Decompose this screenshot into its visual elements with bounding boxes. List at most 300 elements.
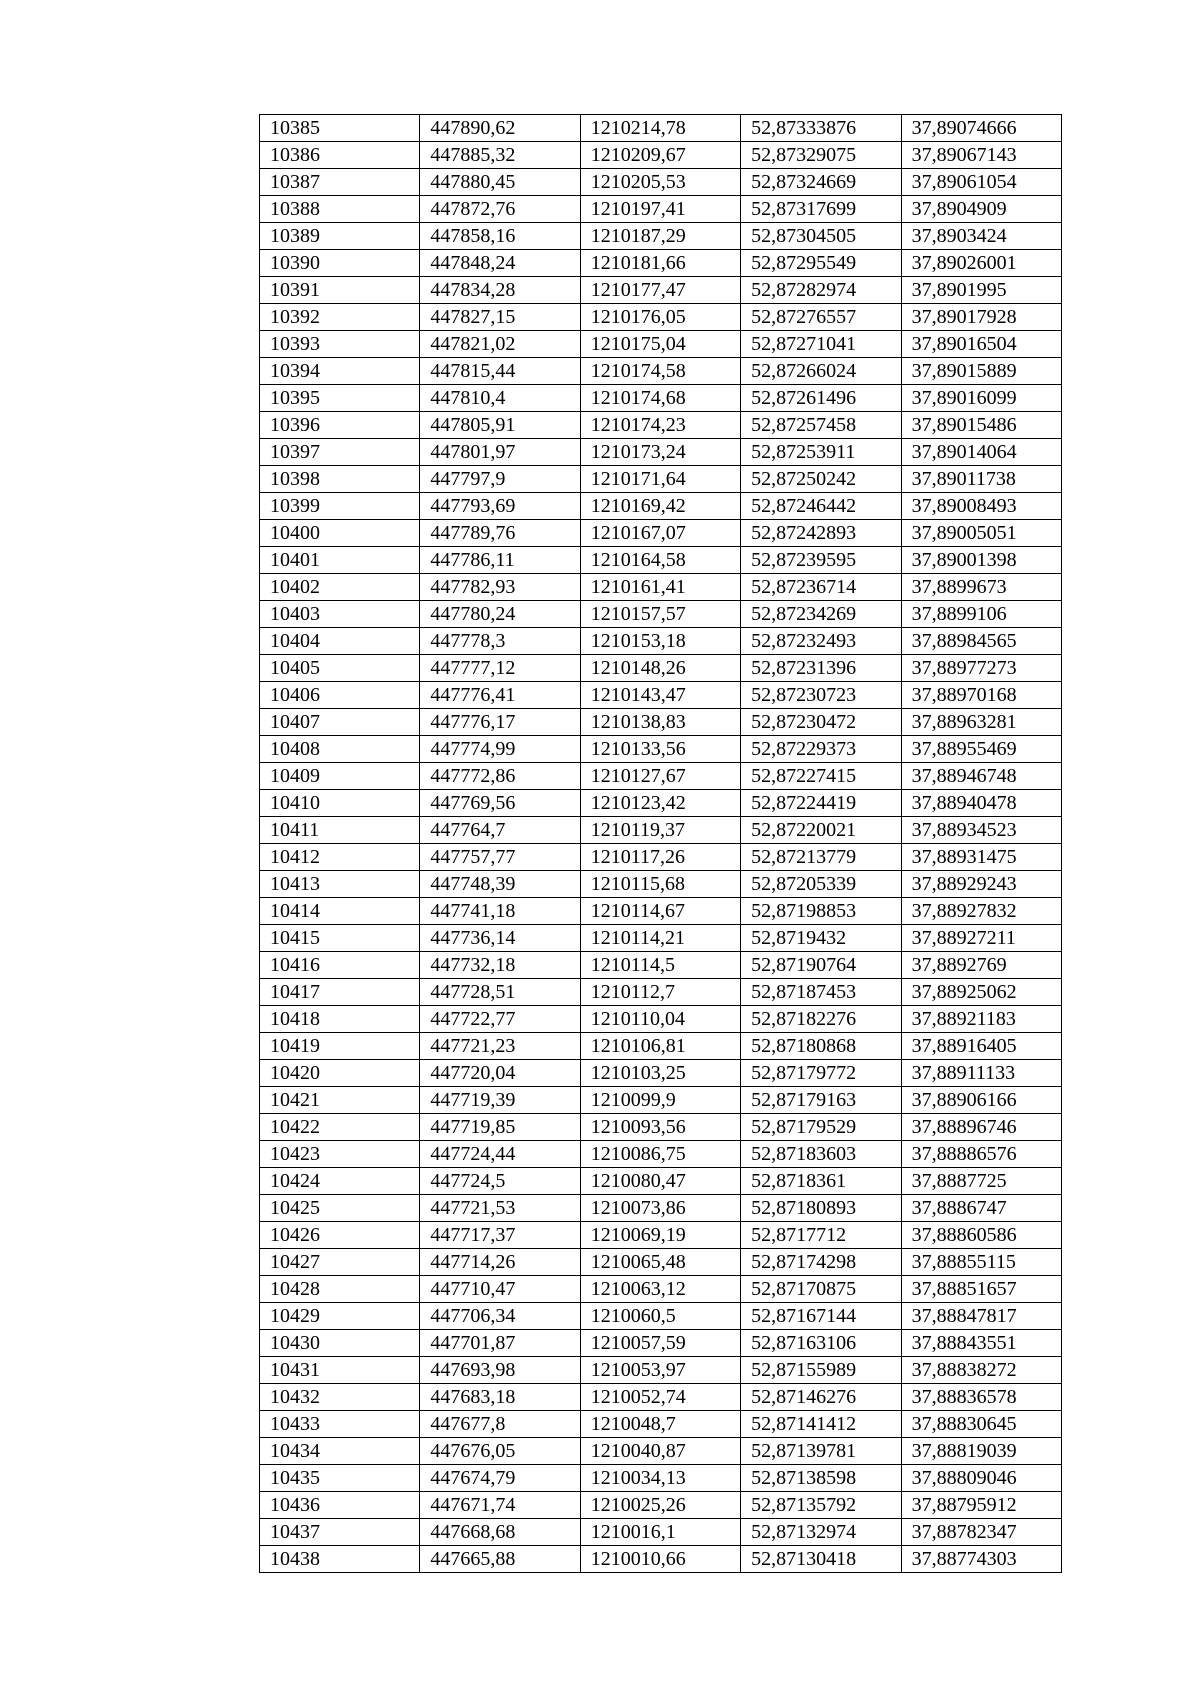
x-coordinate-cell: 447741,18 [420, 898, 580, 925]
longitude-cell: 37,8892769 [901, 952, 1061, 979]
y-coordinate-cell: 1210099,9 [580, 1087, 740, 1114]
y-coordinate-cell: 1210138,83 [580, 709, 740, 736]
longitude-cell: 37,8887725 [901, 1168, 1061, 1195]
table-row [260, 1249, 1062, 1276]
x-coordinate-cell: 447827,15 [420, 304, 580, 331]
latitude-cell: 52,87333876 [741, 115, 901, 142]
table-row [260, 223, 1062, 250]
y-coordinate-cell: 1210187,29 [580, 223, 740, 250]
x-coordinate-cell: 447748,39 [420, 871, 580, 898]
longitude-cell: 37,88795912 [901, 1492, 1061, 1519]
point-number-cell: 10430 [260, 1330, 420, 1357]
table-row [260, 466, 1062, 493]
latitude-cell: 52,87329075 [741, 142, 901, 169]
latitude-cell: 52,87205339 [741, 871, 901, 898]
longitude-cell: 37,89015486 [901, 412, 1061, 439]
latitude-cell: 52,87179529 [741, 1114, 901, 1141]
longitude-cell: 37,88911133 [901, 1060, 1061, 1087]
latitude-cell: 52,87250242 [741, 466, 901, 493]
table-row [260, 1033, 1062, 1060]
longitude-cell: 37,88860586 [901, 1222, 1061, 1249]
longitude-cell: 37,88851657 [901, 1276, 1061, 1303]
x-coordinate-cell: 447706,34 [420, 1303, 580, 1330]
point-number-cell: 10423 [260, 1141, 420, 1168]
table-row [260, 1330, 1062, 1357]
latitude-cell: 52,87232493 [741, 628, 901, 655]
table-row [260, 844, 1062, 871]
point-number-cell: 10435 [260, 1465, 420, 1492]
longitude-cell: 37,88934523 [901, 817, 1061, 844]
y-coordinate-cell: 1210175,04 [580, 331, 740, 358]
point-number-cell: 10426 [260, 1222, 420, 1249]
x-coordinate-cell: 447721,53 [420, 1195, 580, 1222]
x-coordinate-cell: 447676,05 [420, 1438, 580, 1465]
x-coordinate-cell: 447719,85 [420, 1114, 580, 1141]
latitude-cell: 52,87224419 [741, 790, 901, 817]
y-coordinate-cell: 1210133,56 [580, 736, 740, 763]
x-coordinate-cell: 447777,12 [420, 655, 580, 682]
point-number-cell: 10413 [260, 871, 420, 898]
x-coordinate-cell: 447772,86 [420, 763, 580, 790]
x-coordinate-cell: 447885,32 [420, 142, 580, 169]
longitude-cell: 37,88925062 [901, 979, 1061, 1006]
longitude-cell: 37,89014064 [901, 439, 1061, 466]
y-coordinate-cell: 1210173,24 [580, 439, 740, 466]
latitude-cell: 52,87187453 [741, 979, 901, 1006]
point-number-cell: 10394 [260, 358, 420, 385]
point-number-cell: 10414 [260, 898, 420, 925]
point-number-cell: 10405 [260, 655, 420, 682]
point-number-cell: 10407 [260, 709, 420, 736]
y-coordinate-cell: 1210205,53 [580, 169, 740, 196]
latitude-cell: 52,87266024 [741, 358, 901, 385]
longitude-cell: 37,8904909 [901, 196, 1061, 223]
x-coordinate-cell: 447769,56 [420, 790, 580, 817]
y-coordinate-cell: 1210110,04 [580, 1006, 740, 1033]
point-number-cell: 10391 [260, 277, 420, 304]
x-coordinate-cell: 447714,26 [420, 1249, 580, 1276]
longitude-cell: 37,88855115 [901, 1249, 1061, 1276]
x-coordinate-cell: 447810,4 [420, 385, 580, 412]
x-coordinate-cell: 447776,17 [420, 709, 580, 736]
table-row [260, 520, 1062, 547]
table-row [260, 709, 1062, 736]
latitude-cell: 52,87167144 [741, 1303, 901, 1330]
latitude-cell: 52,87180893 [741, 1195, 901, 1222]
x-coordinate-cell: 447674,79 [420, 1465, 580, 1492]
x-coordinate-cell: 447782,93 [420, 574, 580, 601]
latitude-cell: 52,87271041 [741, 331, 901, 358]
table-row [260, 277, 1062, 304]
longitude-cell: 37,88774303 [901, 1546, 1061, 1573]
latitude-cell: 52,87317699 [741, 196, 901, 223]
y-coordinate-cell: 1210143,47 [580, 682, 740, 709]
point-number-cell: 10402 [260, 574, 420, 601]
y-coordinate-cell: 1210114,21 [580, 925, 740, 952]
y-coordinate-cell: 1210169,42 [580, 493, 740, 520]
table-row [260, 1168, 1062, 1195]
x-coordinate-cell: 447797,9 [420, 466, 580, 493]
y-coordinate-cell: 1210069,19 [580, 1222, 740, 1249]
coordinates-table-body [260, 115, 1062, 1573]
longitude-cell: 37,88830645 [901, 1411, 1061, 1438]
longitude-cell: 37,88955469 [901, 736, 1061, 763]
y-coordinate-cell: 1210123,42 [580, 790, 740, 817]
latitude-cell: 52,87141412 [741, 1411, 901, 1438]
y-coordinate-cell: 1210060,5 [580, 1303, 740, 1330]
latitude-cell: 52,87230472 [741, 709, 901, 736]
longitude-cell: 37,88782347 [901, 1519, 1061, 1546]
point-number-cell: 10431 [260, 1357, 420, 1384]
x-coordinate-cell: 447764,7 [420, 817, 580, 844]
table-row [260, 979, 1062, 1006]
x-coordinate-cell: 447774,99 [420, 736, 580, 763]
longitude-cell: 37,88970168 [901, 682, 1061, 709]
table-row [260, 1303, 1062, 1330]
point-number-cell: 10408 [260, 736, 420, 763]
y-coordinate-cell: 1210052,74 [580, 1384, 740, 1411]
y-coordinate-cell: 1210119,37 [580, 817, 740, 844]
longitude-cell: 37,88921183 [901, 1006, 1061, 1033]
x-coordinate-cell: 447720,04 [420, 1060, 580, 1087]
longitude-cell: 37,89001398 [901, 547, 1061, 574]
point-number-cell: 10428 [260, 1276, 420, 1303]
longitude-cell: 37,89016099 [901, 385, 1061, 412]
x-coordinate-cell: 447693,98 [420, 1357, 580, 1384]
x-coordinate-cell: 447778,3 [420, 628, 580, 655]
table-row [260, 439, 1062, 466]
latitude-cell: 52,8719432 [741, 925, 901, 952]
point-number-cell: 10429 [260, 1303, 420, 1330]
point-number-cell: 10395 [260, 385, 420, 412]
y-coordinate-cell: 1210197,41 [580, 196, 740, 223]
point-number-cell: 10419 [260, 1033, 420, 1060]
table-row [260, 817, 1062, 844]
table-row [260, 412, 1062, 439]
longitude-cell: 37,8903424 [901, 223, 1061, 250]
x-coordinate-cell: 447880,45 [420, 169, 580, 196]
latitude-cell: 52,87257458 [741, 412, 901, 439]
table-row [260, 115, 1062, 142]
y-coordinate-cell: 1210073,86 [580, 1195, 740, 1222]
longitude-cell: 37,8901995 [901, 277, 1061, 304]
point-number-cell: 10417 [260, 979, 420, 1006]
y-coordinate-cell: 1210214,78 [580, 115, 740, 142]
table-row [260, 1060, 1062, 1087]
point-number-cell: 10393 [260, 331, 420, 358]
table-row [260, 1276, 1062, 1303]
longitude-cell: 37,89061054 [901, 169, 1061, 196]
table-row [260, 169, 1062, 196]
table-row [260, 1438, 1062, 1465]
point-number-cell: 10411 [260, 817, 420, 844]
latitude-cell: 52,87246442 [741, 493, 901, 520]
point-number-cell: 10421 [260, 1087, 420, 1114]
y-coordinate-cell: 1210053,97 [580, 1357, 740, 1384]
table-row [260, 1357, 1062, 1384]
latitude-cell: 52,87282974 [741, 277, 901, 304]
longitude-cell: 37,88838272 [901, 1357, 1061, 1384]
longitude-cell: 37,8899106 [901, 601, 1061, 628]
latitude-cell: 52,87227415 [741, 763, 901, 790]
point-number-cell: 10386 [260, 142, 420, 169]
latitude-cell: 52,87132974 [741, 1519, 901, 1546]
latitude-cell: 52,87135792 [741, 1492, 901, 1519]
latitude-cell: 52,87253911 [741, 439, 901, 466]
latitude-cell: 52,8717712 [741, 1222, 901, 1249]
y-coordinate-cell: 1210010,66 [580, 1546, 740, 1573]
x-coordinate-cell: 447665,88 [420, 1546, 580, 1573]
point-number-cell: 10389 [260, 223, 420, 250]
y-coordinate-cell: 1210117,26 [580, 844, 740, 871]
latitude-cell: 52,87324669 [741, 169, 901, 196]
y-coordinate-cell: 1210093,56 [580, 1114, 740, 1141]
latitude-cell: 52,87179163 [741, 1087, 901, 1114]
table-row [260, 1465, 1062, 1492]
longitude-cell: 37,89008493 [901, 493, 1061, 520]
point-number-cell: 10409 [260, 763, 420, 790]
table-row [260, 304, 1062, 331]
x-coordinate-cell: 447815,44 [420, 358, 580, 385]
y-coordinate-cell: 1210115,68 [580, 871, 740, 898]
x-coordinate-cell: 447801,97 [420, 439, 580, 466]
point-number-cell: 10404 [260, 628, 420, 655]
x-coordinate-cell: 447710,47 [420, 1276, 580, 1303]
point-number-cell: 10418 [260, 1006, 420, 1033]
y-coordinate-cell: 1210153,18 [580, 628, 740, 655]
y-coordinate-cell: 1210034,13 [580, 1465, 740, 1492]
latitude-cell: 52,87220021 [741, 817, 901, 844]
latitude-cell: 52,87231396 [741, 655, 901, 682]
x-coordinate-cell: 447786,11 [420, 547, 580, 574]
table-row [260, 142, 1062, 169]
point-number-cell: 10396 [260, 412, 420, 439]
longitude-cell: 37,88847817 [901, 1303, 1061, 1330]
longitude-cell: 37,88977273 [901, 655, 1061, 682]
table-row [260, 358, 1062, 385]
latitude-cell: 52,87180868 [741, 1033, 901, 1060]
latitude-cell: 52,87261496 [741, 385, 901, 412]
x-coordinate-cell: 447757,77 [420, 844, 580, 871]
x-coordinate-cell: 447721,23 [420, 1033, 580, 1060]
table-row [260, 1006, 1062, 1033]
table-row [260, 1411, 1062, 1438]
longitude-cell: 37,88836578 [901, 1384, 1061, 1411]
y-coordinate-cell: 1210174,58 [580, 358, 740, 385]
point-number-cell: 10387 [260, 169, 420, 196]
x-coordinate-cell: 447724,44 [420, 1141, 580, 1168]
point-number-cell: 10434 [260, 1438, 420, 1465]
x-coordinate-cell: 447793,69 [420, 493, 580, 520]
latitude-cell: 52,87198853 [741, 898, 901, 925]
y-coordinate-cell: 1210103,25 [580, 1060, 740, 1087]
y-coordinate-cell: 1210112,7 [580, 979, 740, 1006]
latitude-cell: 52,87229373 [741, 736, 901, 763]
longitude-cell: 37,88946748 [901, 763, 1061, 790]
x-coordinate-cell: 447848,24 [420, 250, 580, 277]
coordinates-table [259, 114, 1062, 1573]
longitude-cell: 37,88843551 [901, 1330, 1061, 1357]
longitude-cell: 37,88886576 [901, 1141, 1061, 1168]
x-coordinate-cell: 447732,18 [420, 952, 580, 979]
table-row [260, 763, 1062, 790]
point-number-cell: 10410 [260, 790, 420, 817]
table-row [260, 1141, 1062, 1168]
x-coordinate-cell: 447717,37 [420, 1222, 580, 1249]
table-row [260, 196, 1062, 223]
latitude-cell: 52,87179772 [741, 1060, 901, 1087]
latitude-cell: 52,87236714 [741, 574, 901, 601]
y-coordinate-cell: 1210114,5 [580, 952, 740, 979]
point-number-cell: 10412 [260, 844, 420, 871]
x-coordinate-cell: 447780,24 [420, 601, 580, 628]
y-coordinate-cell: 1210080,47 [580, 1168, 740, 1195]
y-coordinate-cell: 1210065,48 [580, 1249, 740, 1276]
y-coordinate-cell: 1210025,26 [580, 1492, 740, 1519]
longitude-cell: 37,88896746 [901, 1114, 1061, 1141]
point-number-cell: 10397 [260, 439, 420, 466]
table-row [260, 898, 1062, 925]
table-row [260, 1087, 1062, 1114]
latitude-cell: 52,87304505 [741, 223, 901, 250]
point-number-cell: 10388 [260, 196, 420, 223]
longitude-cell: 37,8886747 [901, 1195, 1061, 1222]
point-number-cell: 10432 [260, 1384, 420, 1411]
latitude-cell: 52,87182276 [741, 1006, 901, 1033]
latitude-cell: 52,87146276 [741, 1384, 901, 1411]
table-row [260, 682, 1062, 709]
y-coordinate-cell: 1210209,67 [580, 142, 740, 169]
point-number-cell: 10399 [260, 493, 420, 520]
latitude-cell: 52,87230723 [741, 682, 901, 709]
x-coordinate-cell: 447736,14 [420, 925, 580, 952]
table-row [260, 547, 1062, 574]
table-row [260, 574, 1062, 601]
longitude-cell: 37,88927211 [901, 925, 1061, 952]
point-number-cell: 10420 [260, 1060, 420, 1087]
longitude-cell: 37,89074666 [901, 115, 1061, 142]
x-coordinate-cell: 447890,62 [420, 115, 580, 142]
table-row [260, 385, 1062, 412]
x-coordinate-cell: 447722,77 [420, 1006, 580, 1033]
x-coordinate-cell: 447671,74 [420, 1492, 580, 1519]
point-number-cell: 10415 [260, 925, 420, 952]
longitude-cell: 37,88927832 [901, 898, 1061, 925]
y-coordinate-cell: 1210176,05 [580, 304, 740, 331]
table-row [260, 736, 1062, 763]
table-row [260, 493, 1062, 520]
table-row [260, 790, 1062, 817]
latitude-cell: 52,87276557 [741, 304, 901, 331]
point-number-cell: 10406 [260, 682, 420, 709]
latitude-cell: 52,87138598 [741, 1465, 901, 1492]
y-coordinate-cell: 1210040,87 [580, 1438, 740, 1465]
point-number-cell: 10422 [260, 1114, 420, 1141]
x-coordinate-cell: 447776,41 [420, 682, 580, 709]
x-coordinate-cell: 447858,16 [420, 223, 580, 250]
table-row [260, 1492, 1062, 1519]
longitude-cell: 37,89067143 [901, 142, 1061, 169]
point-number-cell: 10401 [260, 547, 420, 574]
point-number-cell: 10427 [260, 1249, 420, 1276]
x-coordinate-cell: 447701,87 [420, 1330, 580, 1357]
table-row [260, 1519, 1062, 1546]
latitude-cell: 52,87163106 [741, 1330, 901, 1357]
table-row [260, 601, 1062, 628]
y-coordinate-cell: 1210171,64 [580, 466, 740, 493]
longitude-cell: 37,89017928 [901, 304, 1061, 331]
x-coordinate-cell: 447683,18 [420, 1384, 580, 1411]
longitude-cell: 37,88940478 [901, 790, 1061, 817]
longitude-cell: 37,89005051 [901, 520, 1061, 547]
table-row [260, 250, 1062, 277]
x-coordinate-cell: 447677,8 [420, 1411, 580, 1438]
point-number-cell: 10436 [260, 1492, 420, 1519]
y-coordinate-cell: 1210057,59 [580, 1330, 740, 1357]
latitude-cell: 52,87234269 [741, 601, 901, 628]
longitude-cell: 37,89011738 [901, 466, 1061, 493]
x-coordinate-cell: 447821,02 [420, 331, 580, 358]
table-row [260, 871, 1062, 898]
y-coordinate-cell: 1210157,57 [580, 601, 740, 628]
y-coordinate-cell: 1210048,7 [580, 1411, 740, 1438]
point-number-cell: 10398 [260, 466, 420, 493]
longitude-cell: 37,88916405 [901, 1033, 1061, 1060]
x-coordinate-cell: 447728,51 [420, 979, 580, 1006]
latitude-cell: 52,87239595 [741, 547, 901, 574]
point-number-cell: 10403 [260, 601, 420, 628]
latitude-cell: 52,87155989 [741, 1357, 901, 1384]
y-coordinate-cell: 1210174,23 [580, 412, 740, 439]
y-coordinate-cell: 1210106,81 [580, 1033, 740, 1060]
point-number-cell: 10433 [260, 1411, 420, 1438]
x-coordinate-cell: 447805,91 [420, 412, 580, 439]
y-coordinate-cell: 1210161,41 [580, 574, 740, 601]
y-coordinate-cell: 1210148,26 [580, 655, 740, 682]
latitude-cell: 52,87174298 [741, 1249, 901, 1276]
latitude-cell: 52,87295549 [741, 250, 901, 277]
y-coordinate-cell: 1210114,67 [580, 898, 740, 925]
longitude-cell: 37,8899673 [901, 574, 1061, 601]
table-row [260, 1222, 1062, 1249]
longitude-cell: 37,88963281 [901, 709, 1061, 736]
point-number-cell: 10425 [260, 1195, 420, 1222]
y-coordinate-cell: 1210086,75 [580, 1141, 740, 1168]
point-number-cell: 10416 [260, 952, 420, 979]
longitude-cell: 37,88931475 [901, 844, 1061, 871]
latitude-cell: 52,87183603 [741, 1141, 901, 1168]
point-number-cell: 10438 [260, 1546, 420, 1573]
longitude-cell: 37,88984565 [901, 628, 1061, 655]
x-coordinate-cell: 447668,68 [420, 1519, 580, 1546]
x-coordinate-cell: 447872,76 [420, 196, 580, 223]
longitude-cell: 37,88929243 [901, 871, 1061, 898]
longitude-cell: 37,89026001 [901, 250, 1061, 277]
latitude-cell: 52,87139781 [741, 1438, 901, 1465]
latitude-cell: 52,87213779 [741, 844, 901, 871]
longitude-cell: 37,88819039 [901, 1438, 1061, 1465]
longitude-cell: 37,89016504 [901, 331, 1061, 358]
x-coordinate-cell: 447719,39 [420, 1087, 580, 1114]
y-coordinate-cell: 1210016,1 [580, 1519, 740, 1546]
y-coordinate-cell: 1210127,67 [580, 763, 740, 790]
point-number-cell: 10385 [260, 115, 420, 142]
x-coordinate-cell: 447724,5 [420, 1168, 580, 1195]
point-number-cell: 10400 [260, 520, 420, 547]
longitude-cell: 37,88906166 [901, 1087, 1061, 1114]
latitude-cell: 52,8718361 [741, 1168, 901, 1195]
point-number-cell: 10424 [260, 1168, 420, 1195]
